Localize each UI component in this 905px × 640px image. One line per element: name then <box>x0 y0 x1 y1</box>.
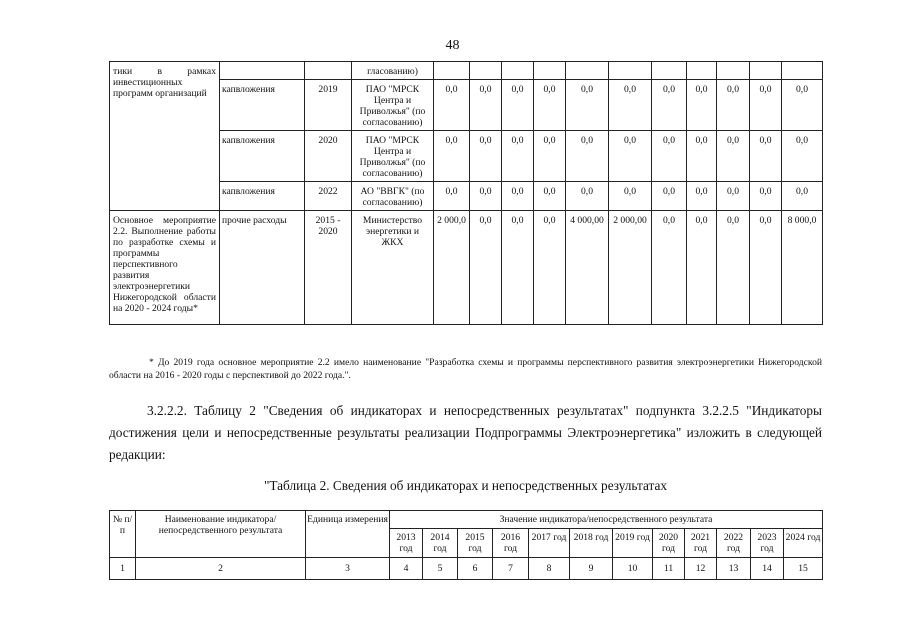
table-row: Основное мероприятие 2.2. Выполнение работы по разработке схемы и программы перспективного развития электроэнергетики Нижегородской области на 2020 - 2024 годы* прочие расходы 2015 - 2020 Министерство энергетики и ЖКХ 2 000,0 0,0 0,0 0,0 4 000,00 2 000,00 0,0 0,0 0,0 0,0 8 000,0 <box>110 211 823 325</box>
body-paragraph: 3.2.2.2. Таблицу 2 "Сведения об индикаторах и непосредственных результатах" подпункта 3.2.2.5 "Индикаторы достижения цели и непосредственные результаты реализации Подпрограммы Электроэнергетика" изложить в следующей редакции: <box>109 403 822 462</box>
col-values-header: Значение индикатора/непосредственного результата <box>390 511 823 529</box>
executor-cell: гласованию) <box>352 62 434 80</box>
year-header: 2019 год <box>613 529 653 558</box>
financing-table <box>109 61 823 325</box>
event-name-cell: тики в рамках инвестиционных программ организаций <box>110 62 220 211</box>
indicators-table <box>109 510 823 580</box>
event-name-cell: Основное мероприятие 2.2. Выполнение работы по разработке схемы и программы перспективного развития электроэнергетики Нижегородской области на 2020 - 2024 годы* <box>110 211 220 325</box>
year-header: 2018 год <box>570 529 613 558</box>
year-header: 2014 год <box>423 529 458 558</box>
header-row <box>110 511 823 529</box>
year-header: 2022 год <box>717 529 751 558</box>
year-header: 2016 год <box>493 529 529 558</box>
table-row: капвложения 2020 ПАО "МРСК Центра и Приволжья" (по согласованию) 0,0 0,0 0,0 0,0 0,0 0,0 0,0 0,0 0,0 0,0 0,0 <box>110 131 823 182</box>
table-row: капвложения 2019 ПАО "МРСК Центра и Приволжья" (по согласованию) 0,0 0,0 0,0 0,0 0,0 0,0 0,0 0,0 0,0 0,0 0,0 <box>110 80 823 131</box>
year-header: 2017 год <box>529 529 570 558</box>
table-title: "Таблица 2. Сведения об индикаторах и непосредственных результатах <box>263 478 668 493</box>
year-header: 2013 год <box>390 529 423 558</box>
footnote: * До 2019 года основное мероприятие 2.2 имело наименование "Разработка схемы и программы перспективного развития электроэнергетики Нижегородской области на 2016 - 2020 годы с перспективой до 2022 года.". <box>109 357 822 381</box>
table-row: капвложения 2022 АО "ВВГК" (по согласованию) 0,0 0,0 0,0 0,0 0,0 0,0 0,0 0,0 0,0 0,0 0,0 <box>110 182 823 211</box>
year-header: 2023 год <box>751 529 784 558</box>
column-numbers-row: 1 2 3 4 5 6 7 8 9 10 11 12 13 14 15 <box>110 558 823 580</box>
year-header: 2024 год <box>784 529 823 558</box>
page-number: 48 <box>445 38 460 53</box>
year-header: 2020 год <box>653 529 685 558</box>
table-row <box>110 62 823 80</box>
col-no-header: № п/п <box>110 511 136 558</box>
col-name-header: Наименование индикатора/непосредственного результата <box>136 511 306 558</box>
year-header: 2015 год <box>458 529 493 558</box>
col-unit-header: Единица измерения <box>306 511 390 558</box>
year-header: 2021 год <box>685 529 717 558</box>
